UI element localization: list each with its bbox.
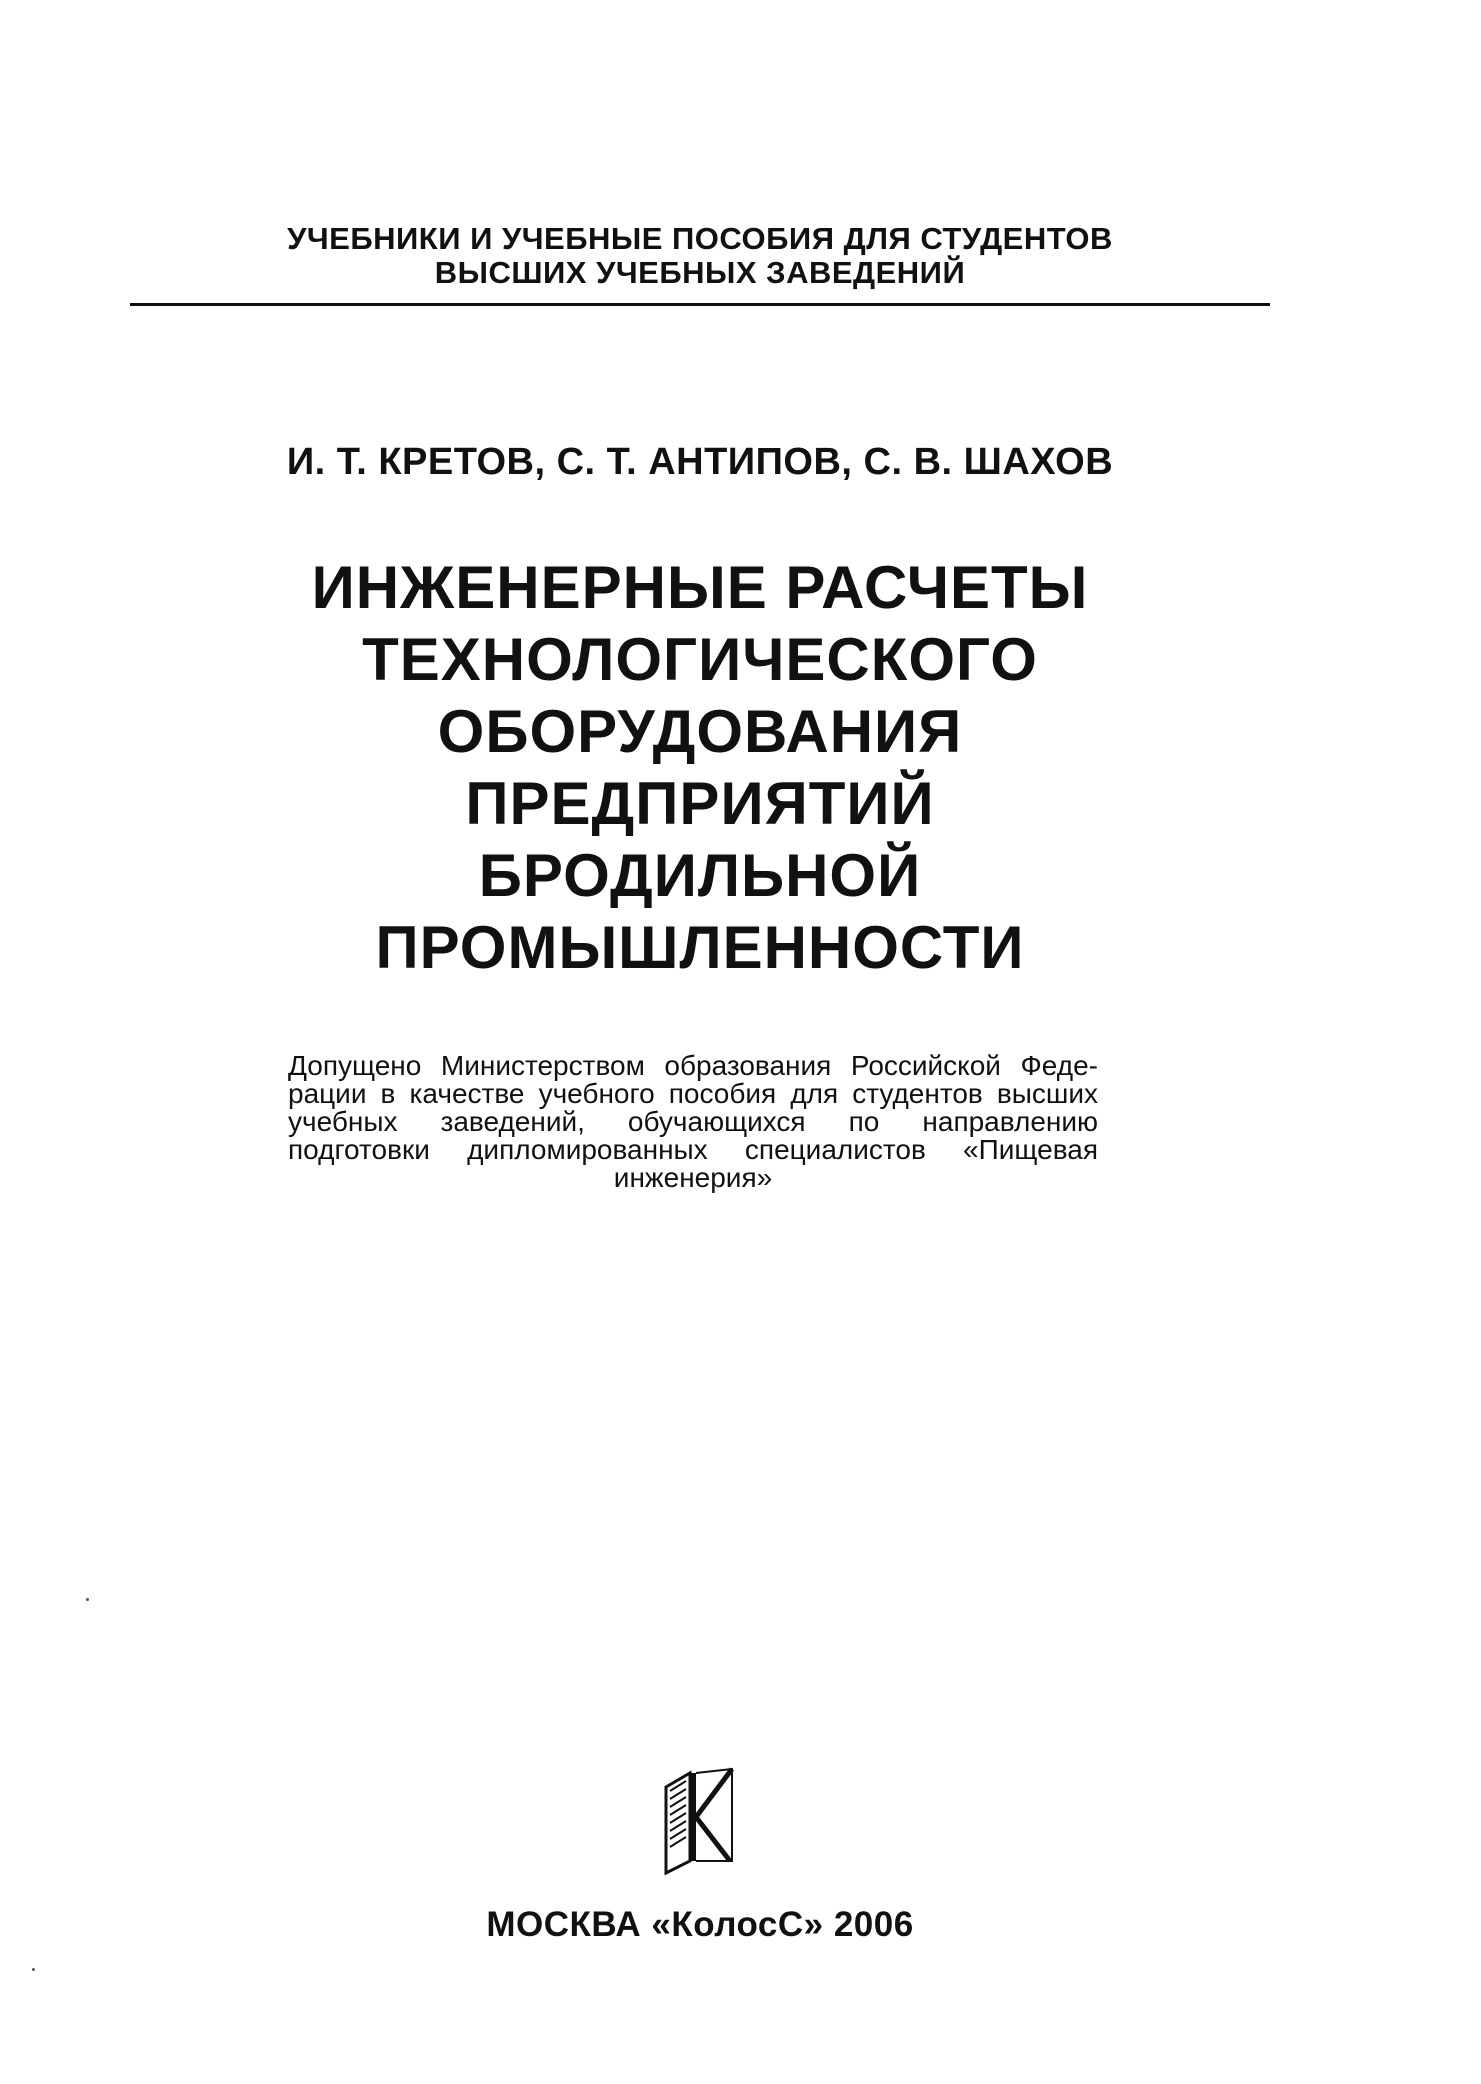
authors: И. Т. КРЕТОВ, С. Т. АНТИПОВ, С. В. ШАХОВ xyxy=(286,441,1114,483)
title-line-6: ПРОМЫШЛЕННОСТИ xyxy=(375,914,1025,981)
scan-speck xyxy=(32,1968,35,1971)
book-title xyxy=(130,552,1270,984)
series-heading xyxy=(130,222,1270,290)
title-line-3: ОБОРУДОВАНИЯ xyxy=(437,698,963,765)
title-line-2: ТЕХНОЛОГИЧЕСКОГО xyxy=(362,626,1038,693)
publisher-book-icon xyxy=(656,1765,742,1875)
divider-rule xyxy=(130,303,1270,306)
title-line-5: БРОДИЛЬНОЙ xyxy=(478,842,922,909)
imprint: МОСКВА «КолосС» 2006 xyxy=(486,1905,914,1944)
series-line-2: ВЫСШИХ УЧЕБНЫХ ЗАВЕДЕНИЙ xyxy=(434,255,966,290)
scan-speck xyxy=(86,1598,89,1601)
title-line-4: ПРЕДПРИЯТИЙ xyxy=(465,770,935,837)
title-line-1: ИНЖЕНЕРНЫЕ РАСЧЕТЫ xyxy=(311,554,1089,621)
series-line-1: УЧЕБНИКИ И УЧЕБНЫЕ ПОСОБИЯ ДЛЯ СТУДЕНТОВ xyxy=(287,221,1113,256)
approval-notice: Допущено Министерством образования Российской Феде-рации в качестве учебного пособия для студентов высших учебных заведений, обучающихся по направлению подготовки дипломированных специалистов «Пищевая инженерия» xyxy=(288,1050,1098,1193)
